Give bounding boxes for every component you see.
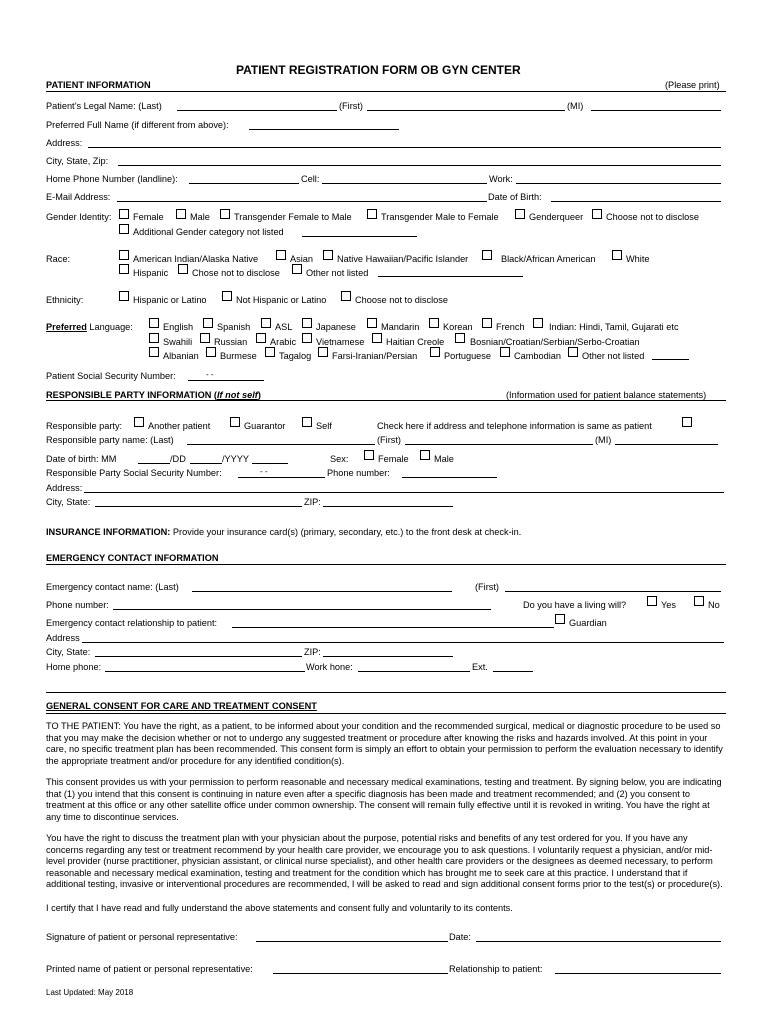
lang-mandarin-checkbox[interactable] xyxy=(367,318,377,328)
lang-korean-checkbox[interactable] xyxy=(429,318,439,328)
emergency-home-phone-field[interactable] xyxy=(105,671,305,672)
lang-albanian-checkbox[interactable] xyxy=(149,347,159,357)
responsible-address-field[interactable] xyxy=(84,492,724,493)
lang-cambodian-label: Cambodian xyxy=(514,351,561,361)
emergency-home-phone-label: Home phone: xyxy=(46,662,102,672)
emergency-zip-label: ZIP: xyxy=(304,647,321,657)
first-name-field[interactable] xyxy=(367,110,565,111)
last-name-field[interactable] xyxy=(177,110,337,111)
mi-field[interactable] xyxy=(591,110,721,111)
city-state-zip-field[interactable] xyxy=(118,165,721,166)
lang-english-label: English xyxy=(163,322,194,332)
signature-label: Signature of patient or personal representative: xyxy=(46,932,238,942)
lang-burmese-label: Burmese xyxy=(220,351,257,361)
race-other-checkbox[interactable] xyxy=(292,264,302,274)
signature-date-label: Date: xyxy=(449,932,471,942)
lang-english-checkbox[interactable] xyxy=(149,318,159,328)
responsible-party-label: Responsible party: xyxy=(46,421,123,431)
ethnicity-not-disclose-checkbox[interactable] xyxy=(341,291,351,301)
emergency-ext-label: Ext. xyxy=(472,662,488,672)
ethnicity-not-disclose-label: Choose not to disclose xyxy=(355,295,448,305)
responsible-mi-label: (MI) xyxy=(595,435,612,445)
printed-name-label: Printed name of patient or personal representative: xyxy=(46,964,253,974)
first-name-label: (First) xyxy=(339,101,363,111)
please-print-note: (Please print) xyxy=(665,80,720,90)
language-preferred-word: Preferred xyxy=(46,322,87,332)
lang-portuguese-checkbox[interactable] xyxy=(430,347,440,357)
responsible-ssn-dashes: - - xyxy=(260,467,268,476)
gender-additional-checkbox[interactable] xyxy=(119,224,129,234)
emergency-ext-field[interactable] xyxy=(493,671,533,672)
race-label: Race: xyxy=(46,254,71,264)
gender-trans-ftm-checkbox[interactable] xyxy=(220,209,230,219)
lang-swahili-label: Swahili xyxy=(163,337,193,347)
dob-field[interactable] xyxy=(551,201,721,202)
lang-russian-label: Russian xyxy=(214,337,248,347)
dob-label: Date of Birth: xyxy=(488,192,542,202)
gender-additional-label: Additional Gender category not listed xyxy=(133,227,284,237)
responsible-phone-label: Phone number: xyxy=(327,468,390,478)
signature-field[interactable] xyxy=(256,941,448,942)
lang-other-checkbox[interactable] xyxy=(568,347,578,357)
lang-spanish-label: Spanish xyxy=(217,322,251,332)
consent-heading: GENERAL CONSENT FOR CARE AND TREATMENT CONSENT xyxy=(46,701,317,711)
responsible-sex-male-checkbox[interactable] xyxy=(420,450,430,460)
lang-haitian-checkbox[interactable] xyxy=(372,333,382,343)
race-asian-label: Asian xyxy=(290,254,313,264)
consent-paragraph-4: I certify that I have read and fully understand the above statements and consent fully and voluntarily to its contents. xyxy=(46,903,513,913)
lang-farsi-checkbox[interactable] xyxy=(318,347,328,357)
responsible-dob-yyyy-field[interactable] xyxy=(252,463,288,464)
section-rule xyxy=(46,91,726,92)
lang-haitian-label: Haitian Creole xyxy=(386,337,445,347)
race-other-field[interactable] xyxy=(378,276,523,277)
emergency-first-label: (First) xyxy=(475,582,499,592)
guardian-checkbox[interactable] xyxy=(555,614,565,624)
lang-tagalog-label: Tagalog xyxy=(279,351,312,361)
responsible-dob-dd-label: /DD xyxy=(170,454,186,464)
emergency-phone-label: Phone number: xyxy=(46,600,109,610)
section-rule xyxy=(46,692,726,693)
race-other-label: Other not listed xyxy=(306,268,369,278)
race-black-label: Black/African American xyxy=(501,254,596,264)
same-as-patient-label: Check here if address and telephone information is same as patient xyxy=(377,421,652,431)
guardian-label: Guardian xyxy=(569,618,607,628)
form-title: PATIENT REGISTRATION FORM OB GYN CENTER xyxy=(236,63,521,77)
emergency-phone-field[interactable] xyxy=(113,609,491,610)
responsible-dob-dd-field[interactable] xyxy=(190,463,222,464)
responsible-first-field[interactable] xyxy=(405,444,593,445)
patient-ssn-field[interactable] xyxy=(188,380,264,381)
relationship-field[interactable] xyxy=(555,973,721,974)
lang-other-label: Other not listed xyxy=(582,351,645,361)
insurance-line xyxy=(46,527,521,538)
language-label-text: Language: xyxy=(86,322,133,332)
ethnicity-not-hispanic-label: Not Hispanic or Latino xyxy=(236,295,327,305)
mi-label: (MI) xyxy=(567,101,584,111)
lang-indian-label: Indian: Hindi, Tamil, Gujarati etc xyxy=(549,322,679,332)
relationship-label: Relationship to patient: xyxy=(449,964,543,974)
cell-field[interactable] xyxy=(322,183,487,184)
lang-arabic-label: Arabic xyxy=(270,337,297,347)
responsible-sex-male-label: Male xyxy=(434,454,454,464)
work-label: Work: xyxy=(489,174,513,184)
emergency-work-phone-field[interactable] xyxy=(358,671,470,672)
responsible-self-checkbox[interactable] xyxy=(302,417,312,427)
consent-paragraph-2: This consent provides us with your permission to perform reasonable and necessary medical examinations, testing and treatment. By signing below, you are indicating that (1) you intend that this consent is continuing in nature even after a specific diagnosis has been made and treatment recommended; and (2) you consent to treatment at this office or any other satellite office under common ownership. The consent will remain fully effective until it is revoked in writing. You have the right at any time to discontinue services. xyxy=(46,777,722,822)
emergency-first-field[interactable] xyxy=(505,591,721,592)
responsible-city-field[interactable] xyxy=(95,506,302,507)
lang-burmese-checkbox[interactable] xyxy=(206,347,216,357)
insurance-text: Provide your insurance card(s) (primary, secondary, etc.) to the front desk at check-in. xyxy=(170,527,522,537)
address-label: Address: xyxy=(46,138,83,148)
gender-not-disclose-label: Choose not to disclose xyxy=(606,212,699,222)
living-will-yes-checkbox[interactable] xyxy=(647,596,657,606)
gender-trans-mtf-label: Transgender Male to Female xyxy=(381,212,499,222)
gender-label: Gender Identity: xyxy=(46,212,112,222)
gender-not-disclose-checkbox[interactable] xyxy=(592,209,602,219)
emergency-work-phone-label: Work hone: xyxy=(306,662,353,672)
consent-paragraph-3: You have the right to discuss the treatment plan with your physician about the purpose, potential risks and benefits of any test ordered for you. If you have any concerns regarding any test or treatment recommend by your health care provider, we encourage you to ask questions. I voluntarily request a physician, and/or mid-level provider (nurse practitioner, physician assistant, or clinical nurse specialist), and other health care providers or the designees as deemed necessary, to perform reasonable and necessary medical examination, testing and treatment for the condition which has brought me to seek care at this practice. I understand that if additional testing, invasive or interventional procedures are recommended, I will be asked to read and sign additional consent forms prior to the test(s) or procedure(s). xyxy=(46,833,723,890)
lang-portuguese-label: Portuguese xyxy=(444,351,491,361)
emergency-city-field[interactable] xyxy=(95,656,302,657)
emergency-city-label: City, State: xyxy=(46,647,91,657)
lang-tagalog-checkbox[interactable] xyxy=(265,347,275,357)
lang-french-checkbox[interactable] xyxy=(482,318,492,328)
responsible-ssn-field[interactable] xyxy=(238,477,325,478)
lang-french-label: French xyxy=(496,322,525,332)
emergency-relationship-field[interactable] xyxy=(232,627,554,628)
responsible-zip-label: ZIP: xyxy=(304,497,321,507)
responsible-dob-yyyy-label: /YYYY xyxy=(222,454,250,464)
preferred-name-label: Preferred Full Name (if different from above): xyxy=(46,120,229,130)
race-american-indian-checkbox[interactable] xyxy=(119,250,129,260)
living-will-yes-label: Yes xyxy=(661,600,676,610)
responsible-sex-female-label: Female xyxy=(378,454,409,464)
race-native-hawaiian-checkbox[interactable] xyxy=(323,250,333,260)
responsible-name-label: Responsible party name: (Last) xyxy=(46,435,174,445)
legal-name-label: Patient’s Legal Name: (Last) xyxy=(46,101,162,111)
lang-vietnamese-checkbox[interactable] xyxy=(302,333,312,343)
living-will-no-checkbox[interactable] xyxy=(694,596,704,606)
race-asian-checkbox[interactable] xyxy=(276,250,286,260)
ethnicity-label: Ethnicity: xyxy=(46,295,84,305)
race-hispanic-label: Hispanic xyxy=(133,268,169,278)
printed-name-field[interactable] xyxy=(273,973,448,974)
ethnicity-hispanic-label: Hispanic or Latino xyxy=(133,295,207,305)
gender-male-checkbox[interactable] xyxy=(176,209,186,219)
same-as-patient-checkbox[interactable] xyxy=(682,417,692,427)
emergency-last-field[interactable] xyxy=(192,591,452,592)
email-field[interactable] xyxy=(117,201,487,202)
lang-japanese-label: Japanese xyxy=(316,322,356,332)
ethnicity-hispanic-checkbox[interactable] xyxy=(119,291,129,301)
lang-albanian-label: Albanian xyxy=(163,351,199,361)
language-label xyxy=(46,322,133,333)
preferred-name-field[interactable] xyxy=(249,129,399,130)
lang-mandarin-label: Mandarin xyxy=(381,322,420,332)
cell-label: Cell: xyxy=(301,174,320,184)
race-black-checkbox[interactable] xyxy=(482,250,492,260)
responsible-dob-mm-field[interactable] xyxy=(138,463,170,464)
responsible-guarantor-checkbox[interactable] xyxy=(230,417,240,427)
home-phone-label: Home Phone Number (landline): xyxy=(46,174,178,184)
responsible-dob-label: Date of birth: MM xyxy=(46,454,117,464)
race-not-disclose-label: Chose not to disclose xyxy=(192,268,280,278)
responsible-heading-b: If not self xyxy=(217,390,258,400)
responsible-first-label: (First) xyxy=(377,435,401,445)
lang-swahili-checkbox[interactable] xyxy=(149,333,159,343)
responsible-mi-field[interactable] xyxy=(615,444,718,445)
responsible-phone-field[interactable] xyxy=(402,477,497,478)
responsible-address-label: Address: xyxy=(46,483,83,493)
section-rule xyxy=(46,400,726,401)
emergency-relationship-label: Emergency contact relationship to patient: xyxy=(46,618,218,628)
race-white-checkbox[interactable] xyxy=(612,250,622,260)
consent-paragraph-1: TO THE PATIENT: You have the right, as a patient, to be informed about your condition and the recommended surgical, medical or diagnostic procedure to be used so that you may make the decision whether or not to undergo any suggested treatment or procedure after knowing the risks and hazards involved. At this point in your care, no specific treatment plan has been recommended. This consent form is simply an effort to obtain your permission to perform the evaluation necessary to identify the appropriate treatment and/or procedure for any identified condition(s). xyxy=(46,721,723,766)
responsible-heading-a: RESPONSIBLE PARTY INFORMATION ( xyxy=(46,390,217,400)
responsible-sex-label: Sex: xyxy=(330,454,349,464)
lang-japanese-checkbox[interactable] xyxy=(302,318,312,328)
gender-female-checkbox[interactable] xyxy=(119,209,129,219)
responsible-another-patient-checkbox[interactable] xyxy=(134,417,144,427)
gender-genderqueer-checkbox[interactable] xyxy=(515,209,525,219)
responsible-city-label: City, State: xyxy=(46,497,91,507)
lang-vietnamese-label: Vietnamese xyxy=(316,337,365,347)
race-american-indian-label: American Indian/Alaska Native xyxy=(133,254,259,264)
home-phone-field[interactable] xyxy=(189,183,299,184)
gender-female-label: Female xyxy=(133,212,164,222)
patient-info-heading: PATIENT INFORMATION xyxy=(46,80,151,90)
ethnicity-not-hispanic-checkbox[interactable] xyxy=(222,291,232,301)
lang-korean-label: Korean xyxy=(443,322,473,332)
responsible-self-label: Self xyxy=(316,421,332,431)
gender-trans-ftm-label: Transgender Female to Male xyxy=(234,212,352,222)
responsible-heading-c: ) xyxy=(257,390,261,400)
responsible-info-note: (Information used for patient balance statements) xyxy=(506,390,707,400)
emergency-zip-field[interactable] xyxy=(323,656,453,657)
race-white-label: White xyxy=(626,254,650,264)
responsible-guarantor-label: Guarantor xyxy=(244,421,286,431)
race-not-disclose-checkbox[interactable] xyxy=(178,264,188,274)
work-field[interactable] xyxy=(516,183,721,184)
gender-male-label: Male xyxy=(190,212,210,222)
email-label: E-Mail Address: xyxy=(46,192,111,202)
responsible-another-patient-label: Another patient xyxy=(148,421,211,431)
emergency-address-field[interactable] xyxy=(82,642,724,643)
city-state-zip-label: City, State, Zip: xyxy=(46,156,109,166)
lang-arabic-checkbox[interactable] xyxy=(256,333,266,343)
emergency-heading: EMERGENCY CONTACT INFORMATION xyxy=(46,553,219,563)
section-rule xyxy=(46,713,726,714)
address-field[interactable] xyxy=(88,147,721,148)
last-updated-footer: Last Updated: May 2018 xyxy=(46,988,134,997)
gender-trans-mtf-checkbox[interactable] xyxy=(367,209,377,219)
lang-spanish-checkbox[interactable] xyxy=(203,318,213,328)
lang-bosnian-label: Bosnian/Croatian/Serbian/Serbo-Croatian xyxy=(470,337,640,347)
patient-ssn-label: Patient Social Security Number: xyxy=(46,371,176,381)
patient-ssn-dashes: - - xyxy=(206,370,214,379)
insurance-label: INSURANCE INFORMATION: xyxy=(46,527,171,537)
living-will-no-label: No xyxy=(708,600,720,610)
lang-asl-label: ASL xyxy=(275,322,293,332)
living-will-label: Do you have a living will? xyxy=(523,600,627,610)
responsible-ssn-label: Responsible Party Social Security Number: xyxy=(46,468,222,478)
emergency-name-label: Emergency contact name: (Last) xyxy=(46,582,179,592)
lang-other-field[interactable] xyxy=(652,359,689,360)
race-hispanic-checkbox[interactable] xyxy=(119,264,129,274)
responsible-zip-field[interactable] xyxy=(323,506,453,507)
lang-indian-checkbox[interactable] xyxy=(533,318,543,328)
lang-farsi-label: Farsi-Iranian/Persian xyxy=(332,351,418,361)
gender-additional-field[interactable] xyxy=(302,236,417,237)
race-native-hawaiian-label: Native Hawaiian/Pacific Islander xyxy=(337,254,469,264)
lang-russian-checkbox[interactable] xyxy=(200,333,210,343)
lang-asl-checkbox[interactable] xyxy=(261,318,271,328)
responsible-sex-female-checkbox[interactable] xyxy=(364,450,374,460)
signature-date-field[interactable] xyxy=(476,941,721,942)
gender-genderqueer-label: Genderqueer xyxy=(529,212,584,222)
responsible-last-field[interactable] xyxy=(187,444,375,445)
lang-cambodian-checkbox[interactable] xyxy=(500,347,510,357)
emergency-address-label: Address xyxy=(46,633,80,643)
lang-bosnian-checkbox[interactable] xyxy=(455,333,465,343)
section-rule xyxy=(46,564,726,565)
